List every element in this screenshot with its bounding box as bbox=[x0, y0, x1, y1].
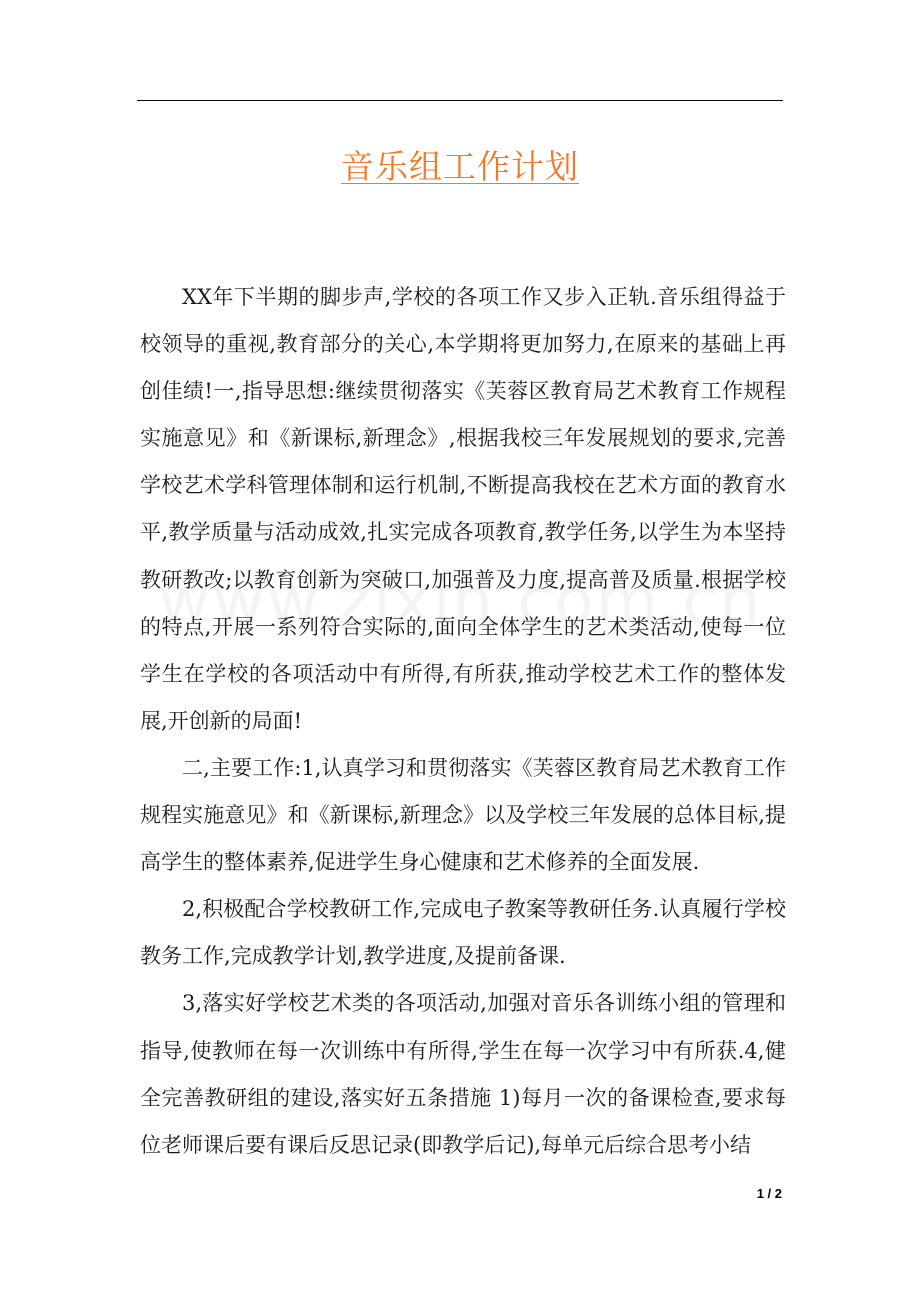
paragraph: 3,落实好学校艺术类的各项活动,加强对音乐各训练小组的管理和指导,使教师在每一次训练中有所得,学生在每一次学习中有所获.4,健全完善教研组的建设,落实好五条措施 1)每月一次的备课检查,要求每位老师课后要有课后反思记录(即教学后记),每单元后综合思考小结 bbox=[140, 991, 786, 1157]
header-rule bbox=[137, 100, 783, 101]
paragraph: XX年下半期的脚步声,学校的各项工作又步入正轨.音乐组得益于校领导的重视,教育部分的关心,本学期将更加努力,在原来的基础上再创佳绩!一,指导思想:继续贯彻落实《芙蓉区教育局艺术教育工作规程实施意见》和《新课标,新理念》,根据我校三年发展规划的要求,完善学校艺术学科管理体制和运行机制,不断提高我校在艺术方面的教育水平,教学质量与活动成效,扎实完成各项教育,教学任务,以学生为本坚持教研教改;以教育创新为突破口,加强普及力度,提高普及质量.根据学校的特点,开展一系列符合实际的,面向全体学生的艺术类活动,使每一位学生在学校的各项活动中有所得,有所获,推动学校艺术工作的整体发展,开创新的局面! bbox=[140, 285, 786, 733]
paragraph: 二,主要工作:1,认真学习和贯彻落实《芙蓉区教育局艺术教育工作规程实施意见》和《新课标,新理念》以及学校三年发展的总体目标,提高学生的整体素养,促进学生身心健康和艺术修养的全面发展. bbox=[140, 755, 786, 875]
document-title: 音乐组工作计划 bbox=[341, 147, 579, 186]
document-body bbox=[140, 274, 786, 1169]
paragraph: 2,积极配合学校教研工作,完成电子教案等教研任务.认真履行学校教务工作,完成教学计划,教学进度,及提前备课. bbox=[140, 897, 786, 969]
page-number: 1 / 2 bbox=[756, 1186, 782, 1201]
